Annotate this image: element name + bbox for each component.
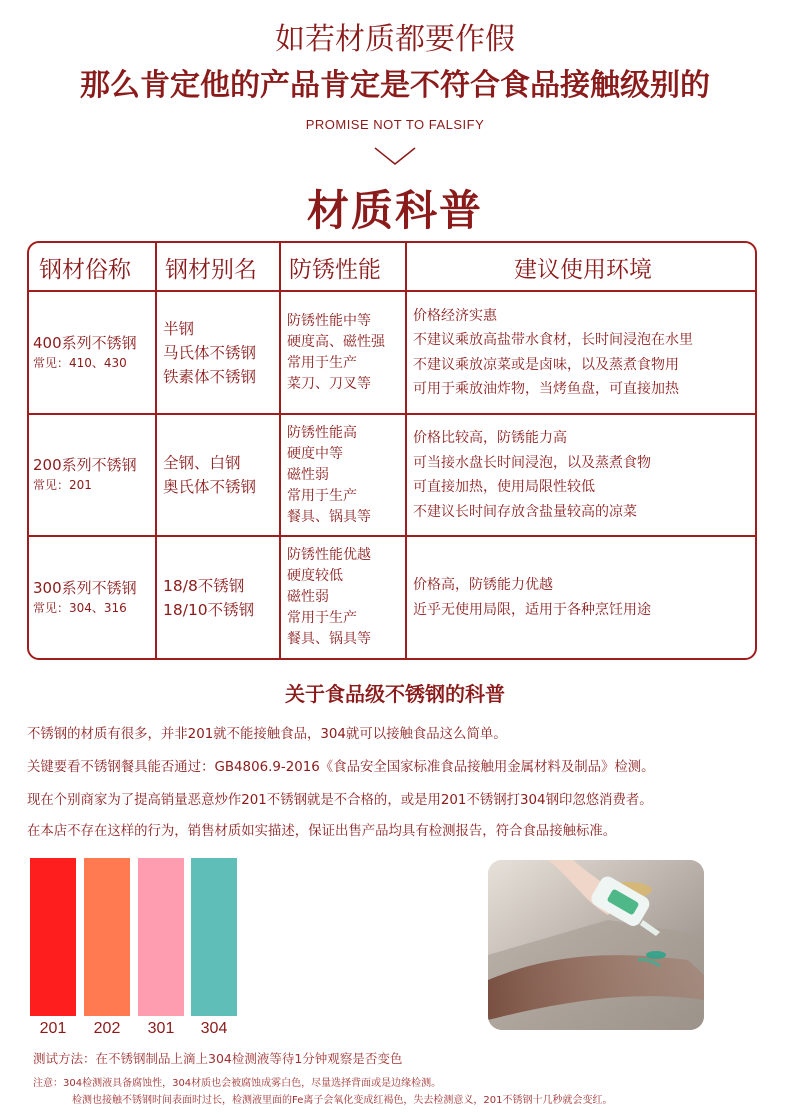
alias-text: 马氏体不锈钢 <box>163 343 257 362</box>
perf-text: 磁性弱 <box>287 466 329 483</box>
perf-text: 常用于生产 <box>287 487 357 504</box>
perf-text: 防锈性能优越 <box>287 547 371 563</box>
env-text: 可直接加热，使用局限性较低 <box>413 479 595 495</box>
env-text: 不建议乘放凉菜或是卤味，以及蒸煮食物用 <box>413 356 679 373</box>
steel-name: 200系列不锈钢 <box>33 456 137 474</box>
alias-text: 半钢 <box>163 319 195 338</box>
science-paragraph: 现在个别商家为了提高销量恶意炒作201不锈钢就是不合格的，或是用201不锈钢打304钢印忽悠消费者。 <box>27 793 653 808</box>
env-text: 近乎无使用局限，适用于各种烹饪用途 <box>413 601 651 618</box>
env-text: 不建议乘放高盐带水食材，长时间浸泡在水里 <box>413 332 693 348</box>
steel-common: 常见：304、316 <box>33 600 127 615</box>
test-illustration <box>488 860 704 1030</box>
env-text: 价格经济实惠 <box>413 307 497 324</box>
alias-text: 18/8不锈钢 <box>163 576 245 595</box>
alias-text: 奥氏体不锈钢 <box>163 478 257 496</box>
swatch-label: 301 <box>147 1020 175 1037</box>
science-paragraph: 关键要看不锈钢餐具能否通过：GB4806.9-2016《食品安全国家标准食品接触用金属材料及制品》检测。 <box>27 760 655 775</box>
chevron-down-icon <box>373 146 417 168</box>
perf-text: 防锈性能高 <box>287 424 357 441</box>
note-text: 检测也接触不锈钢时间表面时过长，检测液里面的Fe离子会氧化变成红褐色，失去检测意义，201不锈钢十几秒就会变红。 <box>72 1095 613 1106</box>
science-paragraph: 不锈钢的材质有很多，并非201就不能接触食品，304就可以接触食品这么简单。 <box>27 727 507 742</box>
table-row-400-performance <box>287 292 405 413</box>
headline-line1: 如若材质都要作假 <box>275 22 515 57</box>
alias-text: 铁素体不锈钢 <box>163 367 257 386</box>
perf-text: 硬度高、磁性强 <box>287 333 385 350</box>
steel-name: 400系列不锈钢 <box>33 333 137 352</box>
note-text: 注意：304检测液具备腐蚀性，304材质也会被腐蚀成雾白色，尽量选择背面或是边缘检测。 <box>33 1078 442 1089</box>
alias-text: 全钢、白钢 <box>163 454 241 472</box>
swatch-201 <box>30 858 76 1016</box>
env-text: 可用于乘放油炸物，当烤鱼盘，可直接加热 <box>413 381 679 397</box>
test-method-text: 测试方法：在不锈钢制品上滴上304检测液等待1分钟观察是否变色 <box>33 1051 403 1066</box>
headline-line2: 那么肯定他的产品肯定是不符合食品接触级别的 <box>80 68 710 103</box>
swatch-304 <box>191 858 237 1016</box>
col-header-alias: 钢材别名 <box>165 256 257 283</box>
steel-common: 常见：201 <box>33 478 92 492</box>
perf-text: 常用于生产 <box>287 610 357 626</box>
col-header-environment: 建议使用环境 <box>514 256 652 283</box>
table-row-400-alias <box>163 292 279 413</box>
material-table <box>27 241 757 660</box>
env-text: 价格高，防锈能力优越 <box>413 577 553 593</box>
env-text: 价格比较高，防锈能力高 <box>413 430 567 446</box>
table-row-400-name <box>33 292 155 413</box>
perf-text: 硬度中等 <box>287 445 343 462</box>
science-paragraph: 在本店不存在这样的行为，销售材质如实描述，保证出售产品均具有检测报告，符合食品接触标准。 <box>27 824 617 839</box>
alias-text: 18/10不锈钢 <box>163 600 255 619</box>
table-row-200-performance <box>287 415 405 535</box>
section-title: 材质科普 <box>306 186 483 235</box>
swatch-label: 304 <box>200 1020 228 1037</box>
table-row-200-name <box>33 415 155 535</box>
perf-text: 硬度较低 <box>287 568 343 584</box>
swatch-label: 201 <box>39 1020 67 1037</box>
swatch-label: 202 <box>93 1020 121 1037</box>
swatch-202 <box>84 858 130 1016</box>
science-title: 关于食品级不锈钢的科普 <box>285 682 505 706</box>
table-row-300-environment <box>413 537 757 658</box>
steel-common: 常见：410、430 <box>33 355 127 370</box>
table-row-200-alias <box>163 415 279 535</box>
steel-name: 300系列不锈钢 <box>33 578 137 597</box>
test-photo <box>488 860 704 1030</box>
col-header-performance: 防锈性能 <box>289 256 381 283</box>
table-row-400-environment <box>413 292 757 413</box>
promise-subtitle: PROMISE NOT TO FALSIFY <box>305 117 485 132</box>
perf-text: 菜刀、刀叉等 <box>287 375 371 392</box>
table-row-300-alias <box>163 537 279 658</box>
col-header-name: 钢材俗称 <box>39 256 131 283</box>
table-row-200-environment <box>413 415 757 535</box>
perf-text: 防锈性能中等 <box>287 312 371 329</box>
env-text: 可当接水盘长时间浸泡，以及蒸煮食物 <box>413 454 651 471</box>
perf-text: 磁性弱 <box>287 589 329 605</box>
perf-text: 餐具、锅具等 <box>287 631 371 647</box>
env-text: 不建议长时间存放含盐量较高的凉菜 <box>413 503 637 520</box>
perf-text: 常用于生产 <box>287 354 357 371</box>
swatch-301 <box>138 858 184 1016</box>
table-row-300-name <box>33 537 155 658</box>
perf-text: 餐具、锅具等 <box>287 508 371 525</box>
table-row-300-performance <box>287 537 405 658</box>
